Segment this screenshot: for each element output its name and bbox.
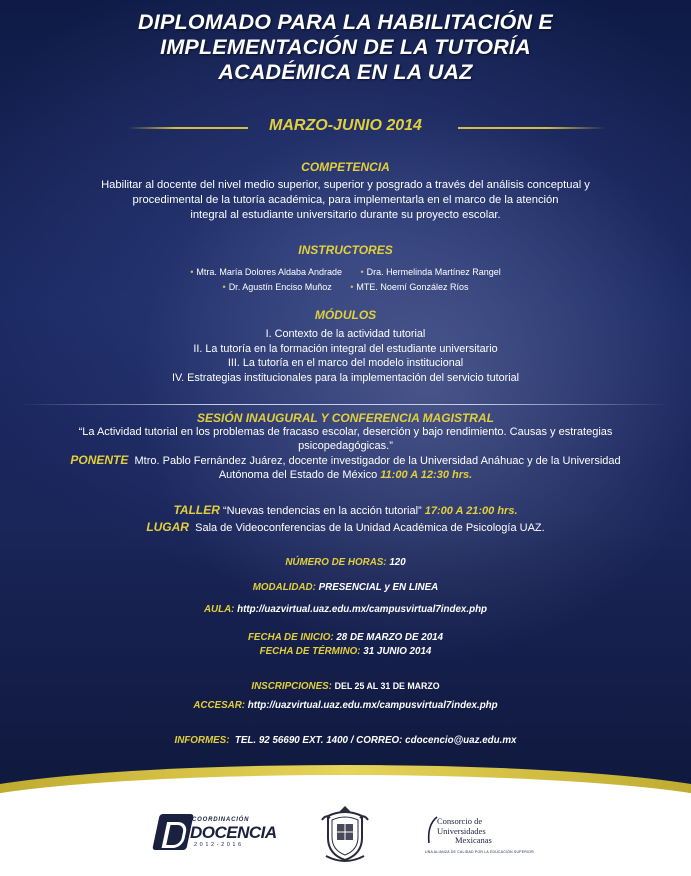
accesar-line: ACCESAR: http://uazvirtual.uaz.edu.mx/campusvirtual7index.php [193, 700, 498, 711]
lugar-text: Sala de Videoconferencias de la Unidad Académica de Psicología UAZ. [195, 522, 545, 534]
fecha-termino-value: 31 JUNIO 2014 [363, 646, 432, 657]
competencia-heading: COMPETENCIA [301, 160, 390, 174]
modalidad-line: MODALIDAD: PRESENCIAL y EN LINEA [252, 582, 439, 593]
dates-row [0, 117, 691, 139]
competencia-line-2: procedimental de la tutoría académica, para implementarla en el marco de la atención [132, 194, 559, 206]
inscripciones-value: DEL 25 AL 31 DE MARZO [334, 681, 440, 691]
modulo-item: IV. Estrategias institucionales para la implementación del servicio tutorial [171, 371, 520, 384]
instructor-item: • Dra. Hermelinda Martínez Rangel [360, 267, 501, 277]
ponente-time: 11:00 A 12:30 hrs. [380, 469, 473, 481]
fecha-inicio-value: 28 DE MARZO DE 2014 [336, 632, 444, 643]
instructor-item: • Mtra. María Dolores Aldaba Andrade [190, 267, 342, 277]
bullet-icon: • [190, 267, 194, 277]
consorcio-text: Consorcio de Universidades Mexicanas [437, 816, 492, 845]
coordinacion-docencia-logo [156, 810, 276, 856]
ponente-block [0, 453, 691, 482]
taller-time: 17:00 A 21:00 hrs. [424, 505, 518, 517]
modulo-item: III. La tutoría en el marco del modelo institucional [227, 357, 464, 369]
modulos-list [0, 327, 691, 385]
instructor-item: • Dr. Agustín Enciso Muñoz [222, 282, 332, 292]
instructores-row-2 [0, 280, 691, 294]
taller-line [0, 502, 691, 519]
logo-years-text: 2012-2016 [194, 842, 244, 848]
accesar-link[interactable]: http://uazvirtual.uaz.edu.mx/campusvirtual7index.php [247, 700, 498, 711]
modalidad-value: PRESENCIAL y EN LINEA [318, 582, 439, 593]
informes-value: TEL. 92 56690 EXT. 1400 / CORREO: cdocencio@uaz.edu.mx [234, 735, 517, 746]
modulo-item: I. Contexto de la actividad tutorial [265, 328, 426, 340]
aula-link[interactable]: http://uazvirtual.uaz.edu.mx/campusvirtual7index.php [237, 604, 488, 615]
poster-title [0, 10, 691, 85]
consorcio-tagline: UNA ALIANZA DE CALIDAD POR LA EDUCACIÓN SUPERIOR [425, 850, 534, 854]
ponente-label: PONENTE [70, 453, 129, 467]
logo-coord-text: COORDINACIÓN [192, 817, 250, 823]
ponente-institution: Autónoma del Estado de México [218, 469, 378, 481]
horas-value: 120 [389, 557, 406, 568]
sesion-quote-line-1: “La Actividad tutorial en los problemas de fracaso escolar, deserción y bajo rendimiento. Causas y estrategias [78, 426, 613, 438]
fecha-termino-line: FECHA DE TÉRMINO: 31 JUNIO 2014 [259, 646, 432, 657]
title-line-3: ACADÉMICA EN LA UAZ [218, 60, 473, 84]
modulo-item: II. La tutoría en la formación integral del estudiante universitario [193, 342, 498, 355]
competencia-text [0, 178, 691, 223]
consorcio-logo [425, 815, 535, 860]
competencia-line-3: integral al estudiante universitario durante su proyecto escolar. [190, 209, 501, 221]
ponente-line-1 [0, 453, 691, 468]
lugar-line [0, 519, 691, 536]
bullet-icon: • [360, 267, 364, 277]
logo-docencia-text: DOCENCIA [190, 823, 277, 842]
sesion-quote [0, 426, 691, 453]
bullet-icon: • [350, 282, 354, 292]
sesion-heading: SESIÓN INAUGURAL Y CONFERENCIA MAGISTRAL [197, 411, 494, 425]
fecha-inicio-line: FECHA DE INICIO: 28 DE MARZO DE 2014 [247, 632, 444, 643]
inscripciones-line: INSCRIPCIONES: DEL 25 AL 31 DE MARZO [251, 681, 440, 692]
divider [20, 404, 670, 405]
bullet-icon: • [222, 282, 226, 292]
aula-line: AULA: http://uazvirtual.uaz.edu.mx/campusvirtual7index.php [203, 604, 488, 615]
title-line-2: IMPLEMENTACIÓN DE LA TUTORÍA [160, 35, 531, 59]
horas-line: NÚMERO DE HORAS: 120 [285, 557, 406, 568]
title-line-1: DIPLOMADO PARA LA HABILITACIÓN E [138, 10, 553, 34]
instructores-heading: INSTRUCTORES [298, 243, 393, 257]
uaz-seal-icon [318, 804, 372, 864]
taller-block [0, 502, 691, 536]
sesion-quote-line-2: psicopedagógicas.” [298, 439, 393, 452]
taller-label: TALLER [173, 503, 220, 517]
lugar-label: LUGAR [146, 520, 189, 534]
program-dates: MARZO-JUNIO 2014 [269, 117, 422, 134]
modulos-heading: MÓDULOS [314, 308, 377, 322]
competencia-line-1: Habilitar al docente del nivel medio superior, superior y posgrado a través del análisis conceptual y [101, 179, 590, 191]
docencia-mark-icon [152, 814, 194, 850]
instructor-item: • MTE. Noemí González Ríos [350, 282, 469, 292]
ponente-text: Mtro. Pablo Fernández Juárez, docente investigador de la Universidad Anáhuac y de la Universidad [134, 455, 621, 467]
instructores-row-1 [0, 265, 691, 279]
informes-line: INFORMES: TEL. 92 56690 EXT. 1400 / CORREO: cdocencio@uaz.edu.mx [174, 735, 517, 746]
ponente-line-2 [0, 468, 691, 482]
taller-text: “Nuevas tendencias en la acción tutorial” [222, 505, 422, 517]
